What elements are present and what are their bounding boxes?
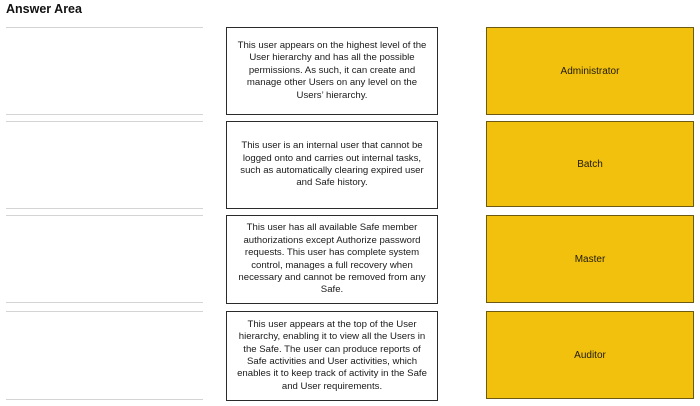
description-2-text: This user is an internal user that cannot be logged onto and carries out internal tasks, such as automatically clearing expired user and Safe history. <box>240 140 424 189</box>
description-2 <box>226 121 438 209</box>
answer-drop-target-3[interactable] <box>6 215 203 303</box>
role-option-batch[interactable] <box>486 121 694 207</box>
answer-drop-target-2[interactable] <box>6 121 203 209</box>
answer-area-title: Answer Area <box>6 2 82 16</box>
role-option-administrator[interactable] <box>486 27 694 115</box>
answer-drop-target-4[interactable] <box>6 311 203 400</box>
description-3-text: This user has all available Safe member authorizations except Authorize password requests. This user has complete system control, manages a full recovery when necessary and cannot be removed from any Safe. <box>238 222 426 296</box>
description-3 <box>226 215 438 304</box>
role-label-auditor: Auditor <box>574 349 606 361</box>
role-label-master: Master <box>574 253 606 265</box>
description-4 <box>226 311 438 401</box>
role-label-administrator: Administrator <box>560 65 620 77</box>
role-option-auditor[interactable] <box>486 311 694 399</box>
description-1-text: This user appears on the highest level of the User hierarchy and has all the possible permissions. As such, it can create and manage other Users on any level on the Users’ hierarchy. <box>237 39 427 101</box>
description-4-text: This user appears at the top of the User hierarchy, enabling it to view all the Users in the Safe. The user can produce reports of Safe activities and User activities, which enables it to keep track of activity in the Safe and User requirements. <box>237 318 427 392</box>
description-1 <box>226 27 438 115</box>
role-label-batch: Batch <box>577 158 603 170</box>
answer-drop-target-1[interactable] <box>6 27 203 115</box>
role-option-master[interactable] <box>486 215 694 303</box>
